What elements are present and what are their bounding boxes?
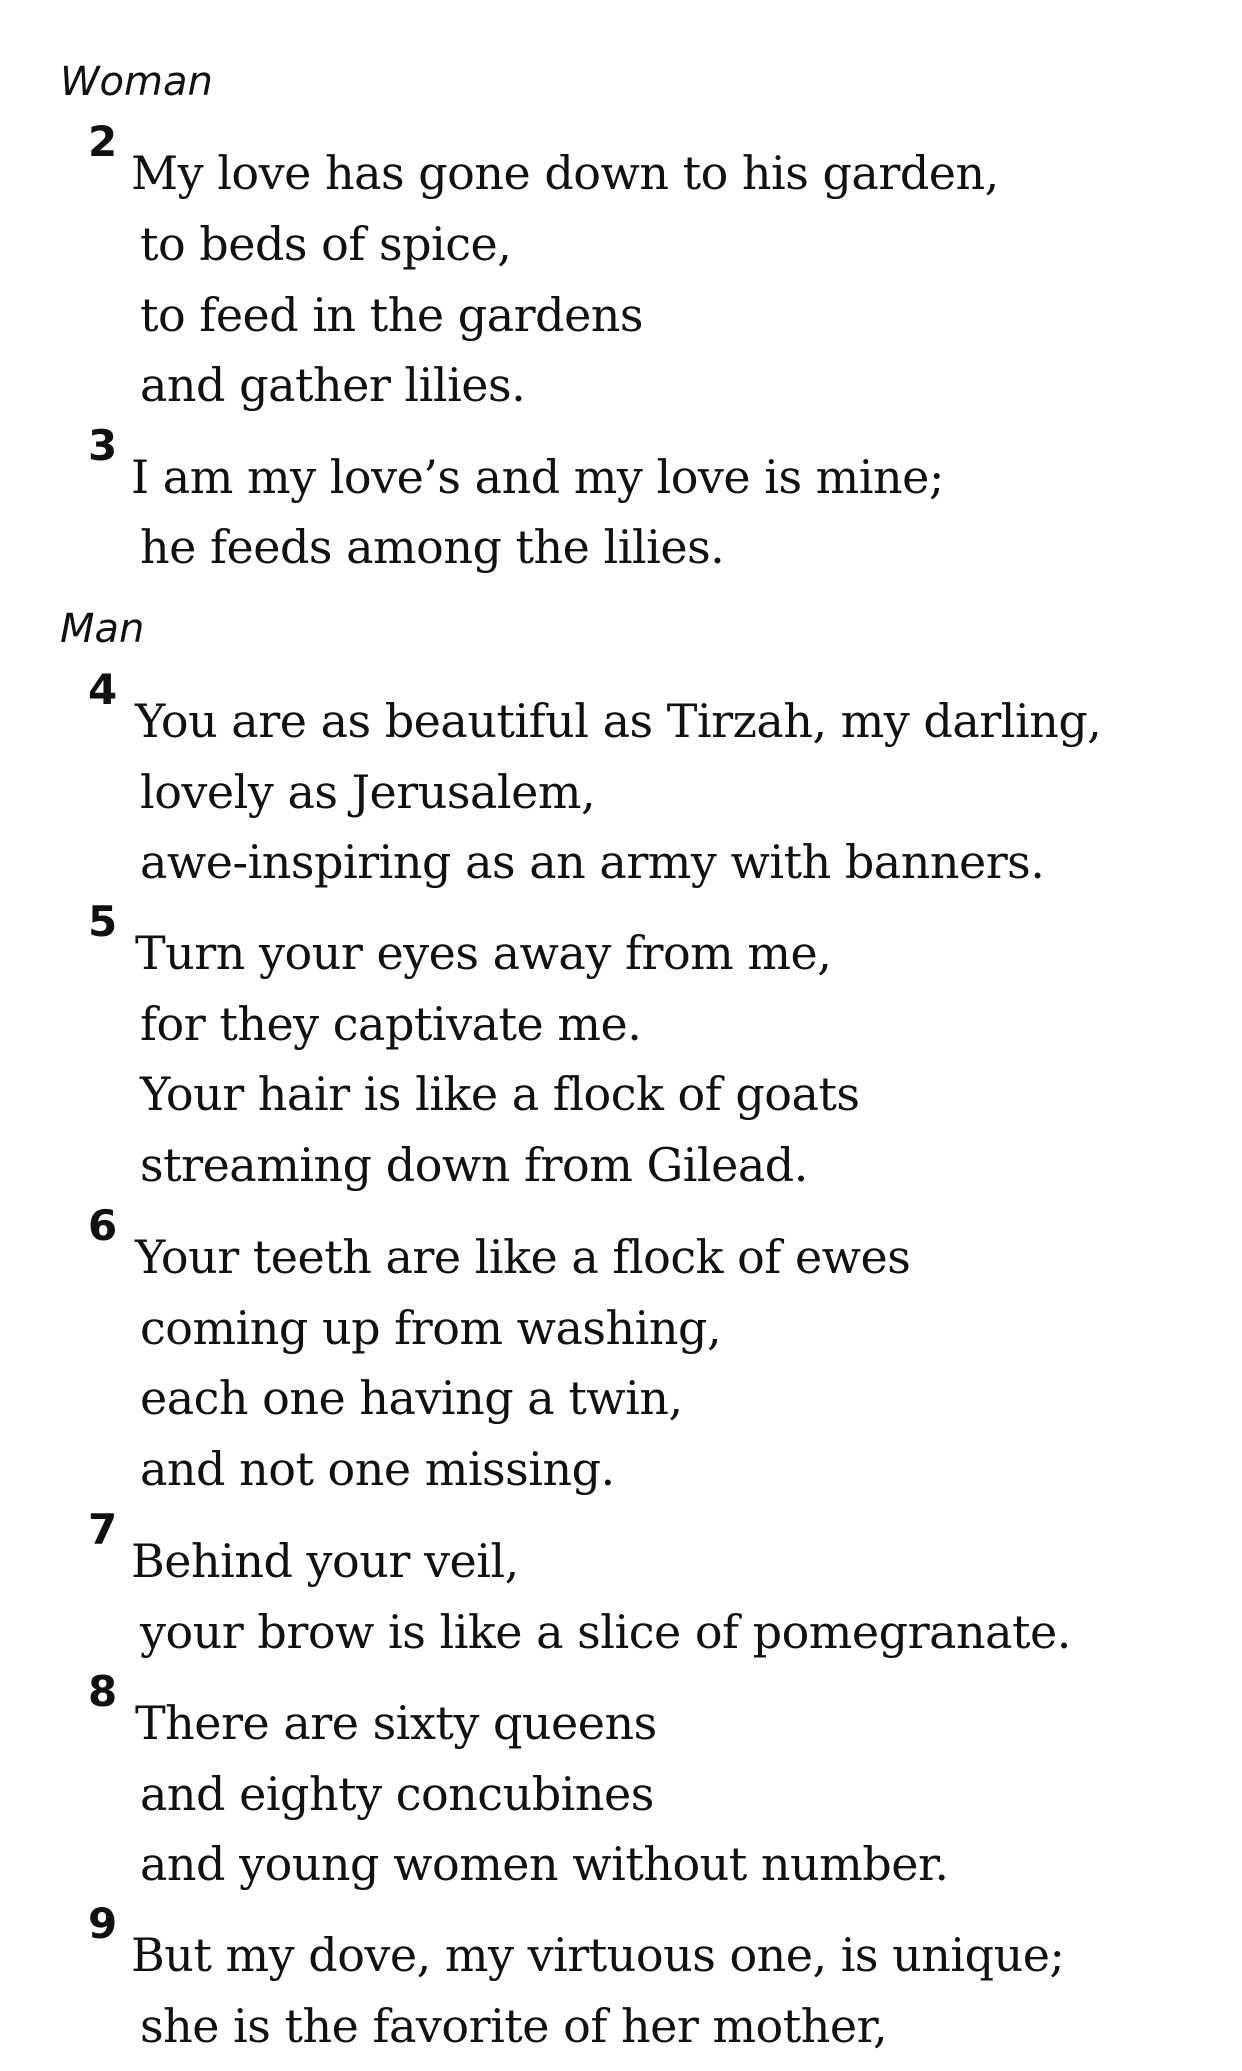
verse-line: she is the favorite of her mother, — [140, 1999, 888, 2053]
verse-line: Behind your veil, — [131, 1534, 519, 1588]
verse-line: and gather lilies. — [140, 358, 526, 412]
verse-number: 6 — [88, 1201, 118, 1250]
verse-line: and eighty concubines — [140, 1767, 654, 1821]
verse-line: My love has gone down to his garden, — [131, 146, 999, 200]
verse-number: 2 — [88, 117, 118, 166]
verse-number: 8 — [88, 1667, 118, 1716]
verse-line: coming up from washing, — [140, 1301, 722, 1355]
verse-number: 7 — [88, 1505, 118, 1554]
speaker-heading-man: Man — [60, 606, 145, 652]
verse-line: and young women without number. — [140, 1837, 949, 1891]
verse-line: You are as beautiful as Tirzah, my darling, — [135, 694, 1102, 748]
verse-line: streaming down from Gilead. — [140, 1138, 808, 1192]
verse-line: he feeds among the lilies. — [140, 520, 725, 574]
verse-line: to feed in the gardens — [140, 288, 644, 342]
verse-number: 4 — [88, 665, 118, 714]
verse-line: But my dove, my virtuous one, is unique; — [131, 1928, 1065, 1982]
verse-line: and not one missing. — [140, 1442, 615, 1496]
speaker-heading-woman: Woman — [60, 59, 213, 105]
verse-line: Your teeth are like a flock of ewes — [135, 1230, 911, 1284]
verse-line: lovely as Jerusalem, — [140, 765, 596, 819]
verse-number: 9 — [88, 1899, 118, 1948]
verse-line: I am my love’s and my love is mine; — [131, 450, 944, 504]
verse-line: There are sixty queens — [135, 1696, 657, 1750]
verse-line: each one having a twin, — [140, 1371, 683, 1425]
verse-line: Your hair is like a flock of goats — [140, 1067, 860, 1121]
verse-line: for they captivate me. — [140, 997, 642, 1051]
verse-line: Turn your eyes away from me, — [135, 926, 832, 980]
verse-line: to beds of spice, — [140, 217, 512, 271]
verse-number: 3 — [88, 421, 118, 470]
verse-line: your brow is like a slice of pomegranate. — [140, 1605, 1071, 1659]
verse-line: awe-inspiring as an army with banners. — [140, 835, 1045, 889]
verse-number: 5 — [88, 897, 118, 946]
